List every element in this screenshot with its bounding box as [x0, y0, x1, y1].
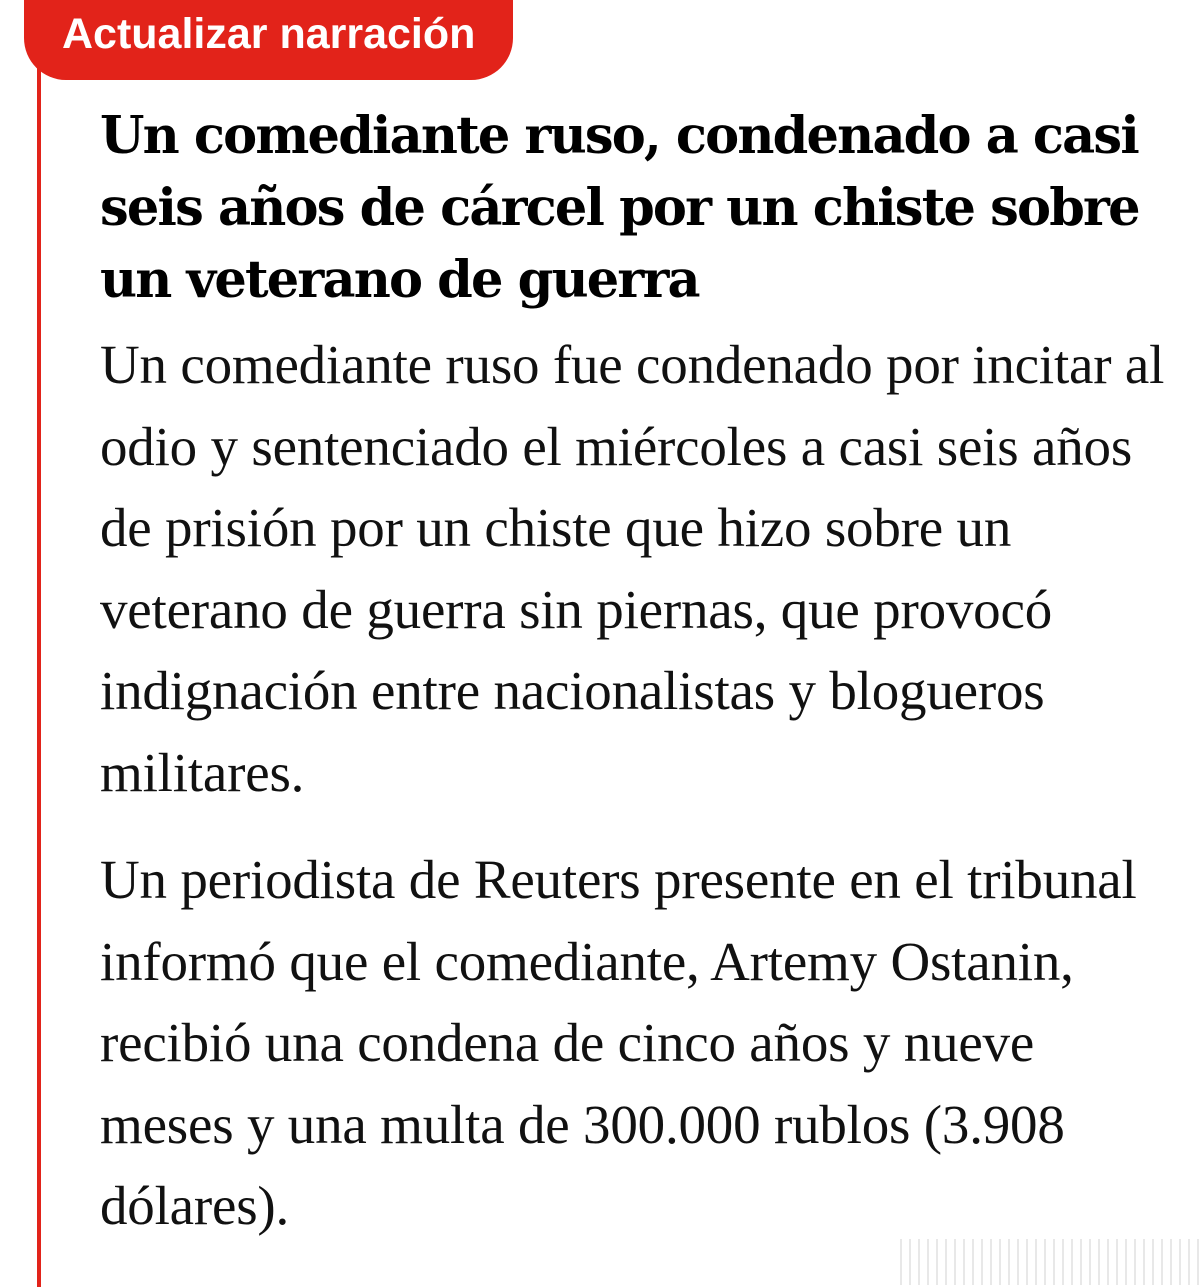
live-timeline-line	[37, 0, 41, 1287]
headline: Un comediante ruso, condenado a casi seis años de cárcel por un chiste sobre un veterano de guerra	[100, 106, 1139, 310]
bottom-edge-overlay	[900, 1239, 1200, 1285]
article-paragraph-2: Un periodista de Reuters presente en el tribunal informó que el comediante, Artemy Ostanin, recibió una condena de cinco años y nueve meses y una multa de 300.000 rublos (3.908 dólares).	[100, 849, 1137, 1236]
article	[100, 100, 1180, 1247]
update-narration-button[interactable]: Actualizar narración	[24, 0, 513, 80]
article-paragraph-1: Un comediante ruso fue condenado por incitar al odio y sentenciado el miércoles a casi seis años de prisión por un chiste que hizo sobre un veterano de guerra sin piernas, que provocó indignación entre nacionalistas y blogueros militares.	[100, 334, 1165, 803]
